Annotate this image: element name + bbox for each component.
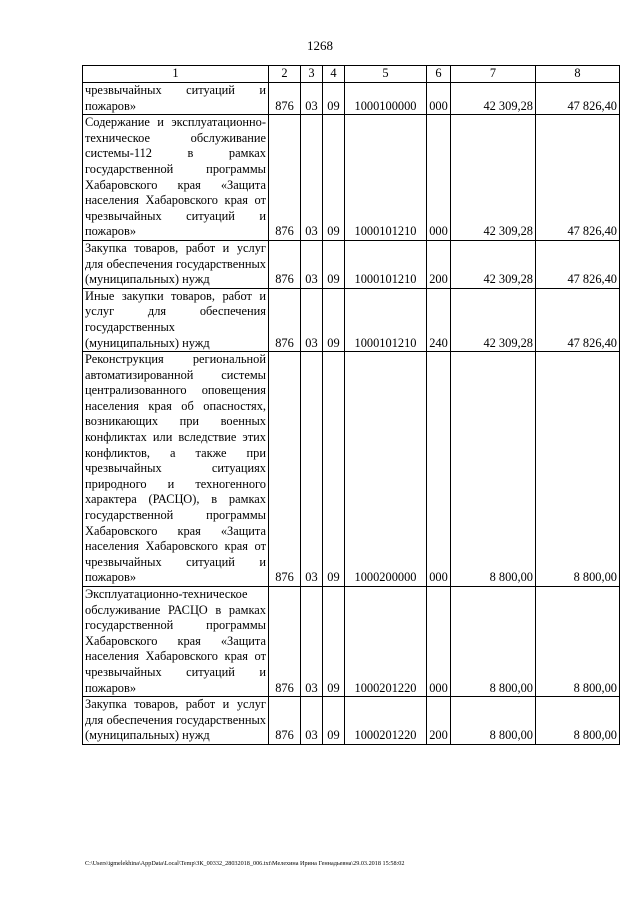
row-section: 03 (301, 115, 323, 241)
row-sum-2: 47 826,40 (536, 240, 620, 288)
row-name: Реконструкция региональной автоматизированной системы централизованного оповещения населения края об опасностях, возникающих при военных конфликтах или вследствие этих конфликтов, а также при чрезвычайных ситуациях природного и техногенного характера (РАСЦО), в рамках государственной программы Хабаровского края «Защита населения Хабаровского края от чрезвычайных ситуаций и пожаров» (83, 352, 269, 587)
row-target: 1000100000 (345, 83, 427, 115)
page-number: 1268 (307, 38, 333, 53)
row-code: 876 (269, 115, 301, 241)
column-header: 7 (451, 66, 536, 83)
column-header: 3 (301, 66, 323, 83)
row-sum-2: 47 826,40 (536, 288, 620, 351)
row-sum-2: 8 800,00 (536, 587, 620, 697)
column-header: 4 (323, 66, 345, 83)
row-code: 876 (269, 240, 301, 288)
file-path-footer: C:\Users\igmelekhina\AppData\Local\Temp\ЗК_00332_28032018_006.txt\Мелехина Ирина Геннадьевна\29.03.2018 15:58:02 (85, 860, 405, 867)
row-name: Эксплуатационно-техническое обслуживание РАСЦО в рамках государственной программы Хабаровского края «Защита населения Хабаровского края от чрезвычайных ситуаций и пожаров» (83, 587, 269, 697)
row-type: 000 (427, 115, 451, 241)
row-type: 200 (427, 697, 451, 745)
row-sum-2: 47 826,40 (536, 83, 620, 115)
row-section: 03 (301, 697, 323, 745)
row-sum-1: 8 800,00 (451, 587, 536, 697)
row-sum-2: 47 826,40 (536, 115, 620, 241)
row-code: 876 (269, 83, 301, 115)
row-type: 000 (427, 352, 451, 587)
row-section: 03 (301, 587, 323, 697)
row-code: 876 (269, 288, 301, 351)
row-code: 876 (269, 352, 301, 587)
column-header: 6 (427, 66, 451, 83)
row-sum-1: 42 309,28 (451, 240, 536, 288)
column-header: 1 (83, 66, 269, 83)
budget-table (82, 65, 620, 745)
row-subsection: 09 (323, 83, 345, 115)
row-name: Закупка товаров, работ и услуг для обеспечения государственных (муниципальных) нужд (83, 697, 269, 745)
table-row (83, 83, 620, 115)
row-subsection: 09 (323, 352, 345, 587)
row-target: 1000200000 (345, 352, 427, 587)
table-row (83, 587, 620, 697)
row-sum-2: 8 800,00 (536, 352, 620, 587)
row-target: 1000101210 (345, 288, 427, 351)
table-row (83, 115, 620, 241)
row-section: 03 (301, 352, 323, 587)
row-subsection: 09 (323, 288, 345, 351)
row-subsection: 09 (323, 115, 345, 241)
table-row (83, 240, 620, 288)
row-sum-1: 42 309,28 (451, 288, 536, 351)
header-row (83, 66, 620, 83)
row-target: 1000101210 (345, 240, 427, 288)
column-header: 8 (536, 66, 620, 83)
row-code: 876 (269, 697, 301, 745)
row-sum-1: 8 800,00 (451, 352, 536, 587)
row-target: 1000101210 (345, 115, 427, 241)
row-type: 240 (427, 288, 451, 351)
row-name: Содержание и эксплуатационно-техническое обслуживание системы-112 в рамках государственной программы Хабаровского края «Защита населения Хабаровского края от чрезвычайных ситуаций и пожаров» (83, 115, 269, 241)
table-row (83, 352, 620, 587)
row-target: 1000201220 (345, 697, 427, 745)
row-section: 03 (301, 240, 323, 288)
row-subsection: 09 (323, 697, 345, 745)
row-sum-2: 8 800,00 (536, 697, 620, 745)
row-name: Закупка товаров, работ и услуг для обеспечения государственных (муниципальных) нужд (83, 240, 269, 288)
table-row (83, 697, 620, 745)
row-subsection: 09 (323, 587, 345, 697)
row-target: 1000201220 (345, 587, 427, 697)
column-header: 5 (345, 66, 427, 83)
row-sum-1: 42 309,28 (451, 83, 536, 115)
row-code: 876 (269, 587, 301, 697)
row-name: Иные закупки товаров, работ и услуг для обеспечения государственных (муниципальных) нужд (83, 288, 269, 351)
row-section: 03 (301, 288, 323, 351)
row-type: 000 (427, 587, 451, 697)
row-sum-1: 42 309,28 (451, 115, 536, 241)
row-subsection: 09 (323, 240, 345, 288)
row-section: 03 (301, 83, 323, 115)
row-name: чрезвычайных ситуаций и пожаров» (83, 83, 269, 115)
row-type: 200 (427, 240, 451, 288)
row-sum-1: 8 800,00 (451, 697, 536, 745)
row-type: 000 (427, 83, 451, 115)
table-row (83, 288, 620, 351)
column-header: 2 (269, 66, 301, 83)
